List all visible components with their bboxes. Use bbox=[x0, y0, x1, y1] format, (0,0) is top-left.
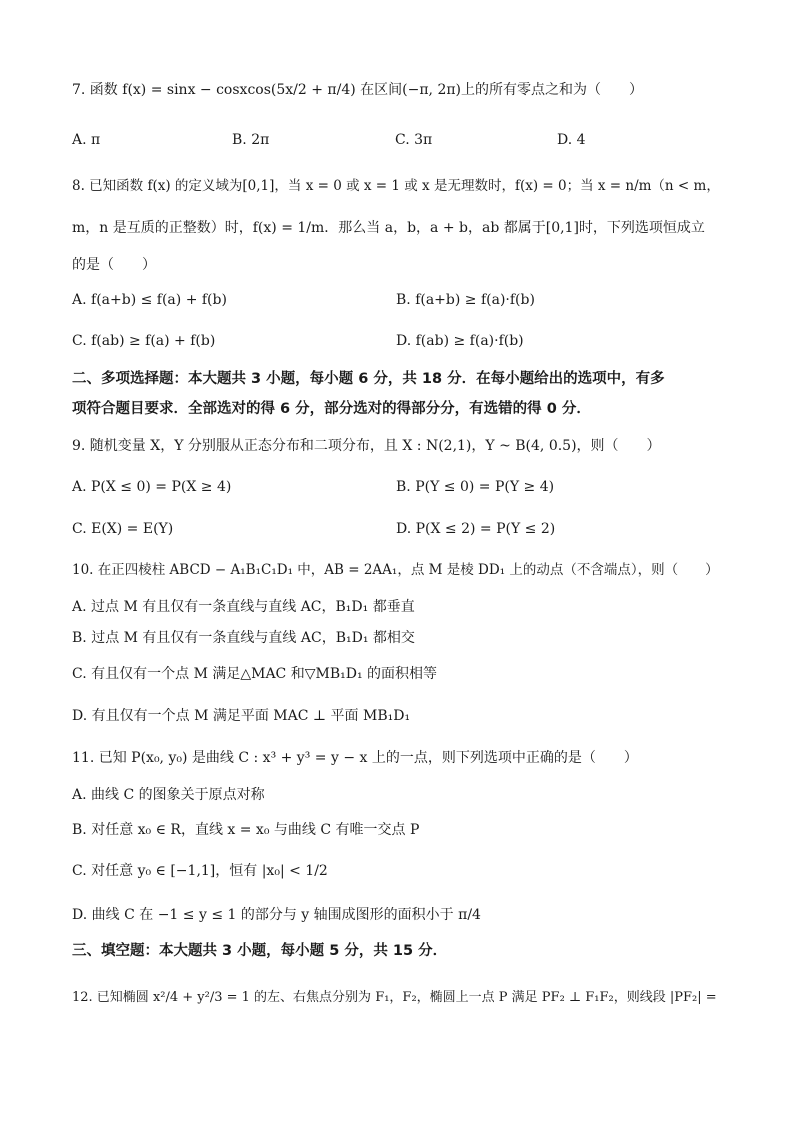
question-11-option-a: A. 曲线 C 的图象关于原点对称 bbox=[72, 787, 265, 803]
section-3-heading: 三、填空题：本大题共 3 小题，每小题 5 分，共 15 分． bbox=[72, 943, 448, 959]
question-9-option-c: C. E(X) = E(Y) bbox=[72, 521, 174, 537]
question-12-stem: 12. 已知椭圆 x²/4 + y²/3 = 1 的左、右焦点分别为 F₁，F₂，椭圆上一点 P 满足 PF₂ ⊥ F₁F₂，则线段 |PF₂| = bbox=[72, 990, 717, 1005]
question-8-line-3: 的是（ ） bbox=[72, 257, 156, 273]
question-7-option-a: A. π bbox=[72, 132, 101, 148]
question-11-stem: 11. 已知 P(x₀, y₀) 是曲线 C : x³ + y³ = y − x 上的一点，则下列选项中正确的是（ ） bbox=[72, 750, 638, 766]
question-9-option-d: D. P(X ≤ 2) = P(Y ≤ 2) bbox=[396, 521, 556, 537]
question-7-option-d: D. 4 bbox=[557, 132, 586, 148]
question-7-option-c: C. 3π bbox=[395, 132, 433, 148]
question-9-stem: 9. 随机变量 X，Y 分别服从正态分布和二项分布，且 X : N(2,1)，Y ~ B(4, 0.5)，则（ ） bbox=[72, 438, 661, 454]
question-9-option-a: A. P(X ≤ 0) = P(X ≥ 4) bbox=[72, 479, 232, 495]
question-10-option-c: C. 有且仅有一个点 M 满足△MAC 和▽MB₁D₁ 的面积相等 bbox=[72, 666, 438, 682]
question-11-option-d: D. 曲线 C 在 −1 ≤ y ≤ 1 的部分与 y 轴围成图形的面积小于 π/4 bbox=[72, 907, 481, 923]
question-8-option-c: C. f(ab) ≥ f(a) + f(b) bbox=[72, 333, 216, 349]
section-2-heading-line-1: 二、多项选择题：本大题共 3 小题，每小题 6 分，共 18 分．在每小题给出的选项中，有多 bbox=[72, 371, 665, 387]
question-8-option-d: D. f(ab) ≥ f(a)·f(b) bbox=[396, 333, 524, 349]
question-8-option-a: A. f(a+b) ≤ f(a) + f(b) bbox=[72, 292, 227, 308]
question-10-option-a: A. 过点 M 有且仅有一条直线与直线 AC，B₁D₁ 都垂直 bbox=[72, 599, 415, 615]
section-2-heading-line-2: 项符合题目要求．全部选对的得 6 分，部分选对的得部分分，有选错的得 0 分． bbox=[72, 401, 591, 417]
question-9-option-b: B. P(Y ≤ 0) = P(Y ≥ 4) bbox=[396, 479, 555, 495]
question-7-option-b: B. 2π bbox=[232, 132, 270, 148]
question-10-stem: 10. 在正四棱柱 ABCD − A₁B₁C₁D₁ 中，AB = 2AA₁，点 M 是棱 DD₁ 上的动点（不含端点），则（ ） bbox=[72, 562, 719, 578]
question-11-option-c: C. 对任意 y₀ ∈ [−1,1]，恒有 |x₀| < 1/2 bbox=[72, 863, 328, 879]
question-10-option-b: B. 过点 M 有且仅有一条直线与直线 AC，B₁D₁ 都相交 bbox=[72, 630, 415, 646]
question-8-option-b: B. f(a+b) ≥ f(a)·f(b) bbox=[396, 292, 535, 308]
question-8-line-2: m，n 是互质的正整数）时，f(x) = 1/m．那么当 a，b，a + b，ab 都属于[0,1]时，下列选项恒成立 bbox=[72, 220, 705, 236]
question-8-line-1: 8. 已知函数 f(x) 的定义域为[0,1]，当 x = 0 或 x = 1 或 x 是无理数时，f(x) = 0；当 x = n/m（n < m， bbox=[72, 178, 720, 194]
question-10-option-d: D. 有且仅有一个点 M 满足平面 MAC ⊥ 平面 MB₁D₁ bbox=[72, 708, 411, 724]
question-11-option-b: B. 对任意 x₀ ∈ R，直线 x = x₀ 与曲线 C 有唯一交点 P bbox=[72, 822, 420, 838]
question-7-stem: 7. 函数 f(x) = sinx − cosxcos(5x/2 + π/4) 在区间(−π, 2π)上的所有零点之和为（ ） bbox=[72, 82, 644, 98]
